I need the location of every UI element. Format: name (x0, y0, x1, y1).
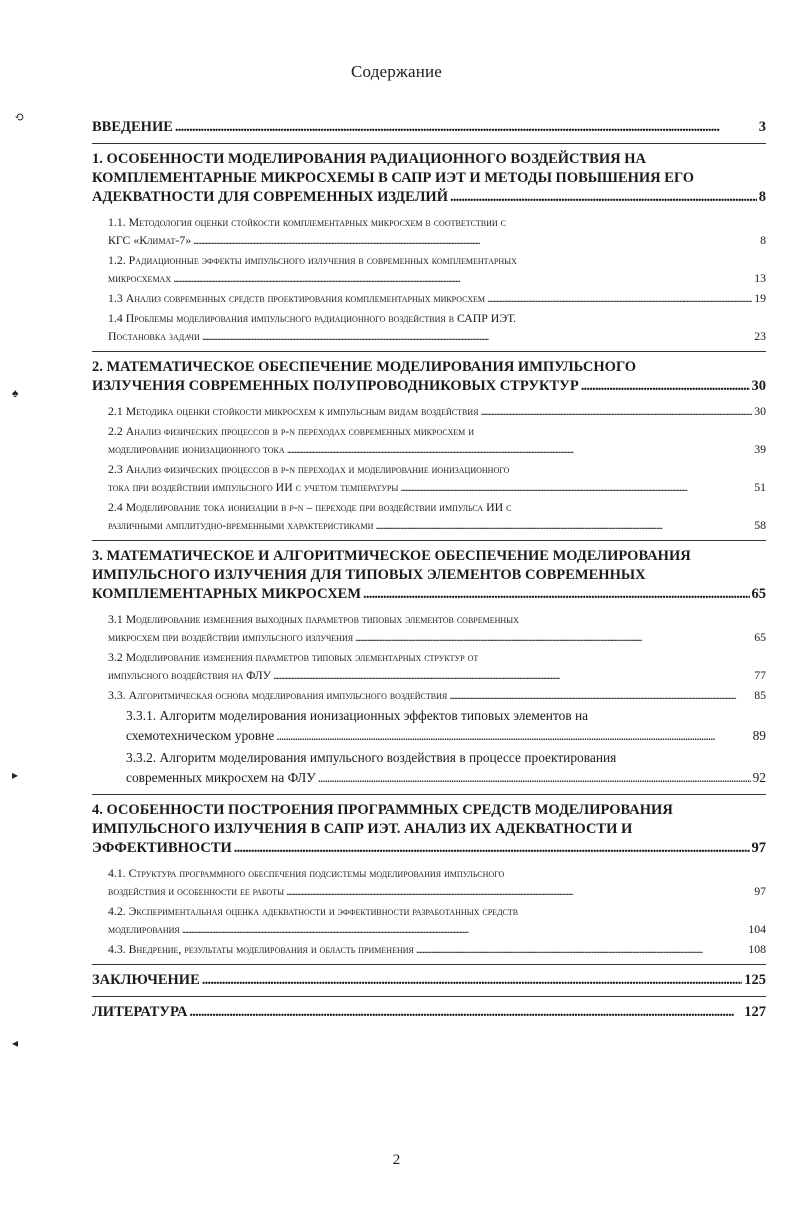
toc-entry-title-line: 1.2. Радиационные эффекты импульсного излучения в современных комплементарных (108, 253, 517, 267)
toc-entry[interactable] (92, 150, 766, 207)
toc-entry[interactable] (92, 309, 766, 345)
toc-entry[interactable] (92, 422, 766, 458)
dot-leader (400, 478, 752, 496)
toc-entry-title-line: воздействия и особенности ее работы (108, 884, 285, 898)
toc-entry-title-line: 2.1 Методика оценки стойкости микросхем к импульсным видам воздействия (108, 404, 479, 418)
toc-entry-title-line: КОМПЛЕМЕНТАРНЫЕ МИКРОСХЕМЫ В САПР ИЭТ И МЕТОДЫ ПОВЫШЕНИЯ ЕГО (92, 170, 695, 186)
dot-leader (202, 971, 742, 990)
toc-entry-title-line: различными амплитудно-временными характеристиками (108, 518, 374, 532)
toc-page-number: 92 (752, 770, 766, 785)
toc-entry-title-line: микросхемах (108, 271, 172, 285)
toc-entry-title-line: 3. МАТЕМАТИЧЕСКОЕ И АЛГОРИТМИЧЕСКОЕ ОБЕСПЕЧЕНИЕ МОДЕЛИРОВАНИЯ (92, 548, 691, 564)
toc-entry-title-line: моделирование ионизационного тока (108, 442, 285, 456)
divider (92, 996, 766, 997)
toc-entry-title-line: ЗАКЛЮЧЕНИЕ (92, 972, 200, 988)
toc-entry[interactable] (92, 971, 766, 990)
dot-leader (286, 882, 752, 900)
toc-entry-title-line: 2.4 Моделирование тока ионизации в p-n – переходе при воздействии импульса ИИ с (108, 500, 512, 514)
dot-leader (318, 768, 751, 788)
toc-page-number: 8 (758, 189, 766, 205)
toc-entry-title-line: микросхем при воздействии импульсного излучения (108, 630, 354, 644)
toc-entry[interactable] (92, 498, 766, 534)
toc-entry-title-line: АДЕКВАТНОСТИ ДЛЯ СОВРЕМЕННЫХ ИЗДЕЛИЙ (92, 189, 448, 205)
toc-entry-title-line: моделирования (108, 922, 180, 936)
dot-leader (287, 440, 753, 458)
toc-entry[interactable] (92, 610, 766, 646)
toc-entry-title-line: схемотехническом уровне (126, 728, 275, 743)
toc-page-number: 65 (751, 586, 766, 602)
toc-entry[interactable] (92, 748, 766, 788)
toc-entry[interactable] (92, 547, 766, 604)
toc-entry-title-line: 4.2. Экспериментальная оценка адекватности и эффективности разработанных средств (108, 904, 519, 918)
dot-leader (450, 188, 757, 207)
dot-leader (355, 628, 752, 646)
toc-entry-title-line: 3.3.1. Алгоритм моделирования ионизационных эффектов типовых элементов на (126, 708, 589, 723)
toc-entry[interactable] (92, 648, 766, 684)
toc-page-number: 125 (744, 972, 766, 988)
toc-entry-title-line: тока при воздействии импульсного ИИ с учетом температуры (108, 480, 399, 494)
toc-entry-title-line: 4.1. Структура программного обеспечения подсистемы моделирования импульсного (108, 866, 505, 880)
toc-page-number: 23 (754, 329, 766, 343)
toc-entry-title-line: ЭФФЕКТИВНОСТИ (92, 840, 232, 856)
dot-leader (173, 269, 752, 287)
toc-page-number: 8 (760, 233, 766, 247)
toc-entry[interactable] (92, 358, 766, 396)
toc-entry-title-line: 4. ОСОБЕННОСТИ ПОСТРОЕНИЯ ПРОГРАММНЫХ СРЕДСТВ МОДЕЛИРОВАНИЯ (92, 802, 673, 818)
toc-page-number: 30 (754, 404, 766, 418)
toc-entry-title-line: 1.1. Методология оценки стойкости комплементарных микросхем в соответствии с (108, 215, 506, 229)
toc-page-number: 3 (758, 119, 766, 135)
toc-page-number: 39 (754, 442, 766, 456)
toc-entry[interactable] (92, 118, 766, 137)
divider (92, 351, 766, 352)
dot-leader (581, 377, 750, 396)
scan-mark-icon: ⟲ (14, 110, 25, 124)
toc-page-number: 104 (748, 922, 766, 936)
toc-entry[interactable] (92, 706, 766, 746)
scan-mark-icon: ♠ (12, 386, 19, 400)
toc-entry-title-line: КГС «Климат-7» (108, 233, 192, 247)
toc-entry-title-line: 2.2 Анализ физических процессов в p-n переходах современных микросхем и (108, 424, 474, 438)
toc-page-number: 77 (754, 668, 766, 682)
toc-page-number: 97 (751, 840, 766, 856)
toc-page-number: 108 (748, 942, 766, 956)
toc-entry[interactable] (92, 213, 766, 249)
toc-entry-title-line: 3.2 Моделирование изменения параметров типовых элементарных структур от (108, 650, 479, 664)
toc-entry[interactable] (92, 801, 766, 858)
toc-page-number: 13 (754, 271, 766, 285)
toc-page-number: 85 (754, 688, 766, 702)
scan-mark-icon: ▸ (12, 768, 19, 782)
dot-leader (449, 686, 752, 704)
toc-entry[interactable] (92, 460, 766, 496)
toc-entry[interactable] (92, 864, 766, 900)
toc-entry-title-line: ЛИТЕРАТУРА (92, 1004, 188, 1020)
divider (92, 143, 766, 144)
toc-entry[interactable] (92, 251, 766, 287)
toc-entry-title-line: ВВЕДЕНИЕ (92, 119, 173, 135)
toc-page-number: 58 (754, 518, 766, 532)
toc-page-number: 30 (751, 378, 766, 394)
dot-leader (175, 118, 757, 137)
toc-entry-title-line: 1.4 Проблемы моделирования импульсного радиационного воздействия в САПР ИЭТ. (108, 311, 517, 325)
dot-leader (375, 516, 752, 534)
toc-entry-title-line: 3.3.2. Алгоритм моделирования импульсного воздействия в процессе проектирования (126, 750, 617, 765)
toc-entry[interactable] (92, 289, 766, 307)
toc-entry-title-line: 1. ОСОБЕННОСТИ МОДЕЛИРОВАНИЯ РАДИАЦИОННОГО ВОЗДЕЙСТВИЯ НА (92, 151, 646, 167)
toc-page-number: 51 (754, 480, 766, 494)
toc-entry[interactable] (92, 686, 766, 704)
toc-entry-title-line: 2. МАТЕМАТИЧЕСКОЕ ОБЕСПЕЧЕНИЕ МОДЕЛИРОВАНИЯ ИМПУЛЬСНОГО (92, 359, 637, 375)
page-number: 2 (392, 1152, 401, 1168)
toc-page-number: 89 (752, 728, 766, 743)
toc-entry-title-line: ИМПУЛЬСНОГО ИЗЛУЧЕНИЯ В САПР ИЭТ. АНАЛИЗ ИХ АДЕКВАТНОСТИ И (92, 821, 633, 837)
dot-leader (189, 1003, 742, 1022)
dot-leader (234, 839, 750, 858)
toc-entry-title-line: 3.1 Моделирование изменения выходных параметров типовых элементов современных (108, 612, 519, 626)
scan-mark-icon: ◂ (12, 1036, 19, 1050)
dot-leader (193, 231, 758, 249)
divider (92, 540, 766, 541)
toc-entry-title-line: КОМПЛЕМЕНТАРНЫХ МИКРОСХЕМ (92, 586, 362, 602)
toc-page-number: 65 (754, 630, 766, 644)
table-of-contents (92, 118, 766, 1028)
toc-entry[interactable] (92, 1003, 766, 1022)
toc-entry-title-line: импульсного воздействия на ФЛУ (108, 668, 271, 682)
toc-entry-title-line: ИЗЛУЧЕНИЯ СОВРЕМЕННЫХ ПОЛУПРОВОДНИКОВЫХ СТРУКТУР (92, 378, 579, 394)
divider (92, 794, 766, 795)
toc-entry-title-line: 2.3 Анализ физических процессов в p-n переходах и моделирование ионизационного (108, 462, 510, 476)
toc-entry[interactable] (92, 402, 766, 420)
toc-entry-title-line: 3.3. Алгоритмическая основа моделирования импульсного воздействия (108, 688, 448, 702)
dot-leader (202, 327, 752, 345)
dot-leader (276, 726, 750, 746)
toc-page-number: 19 (754, 291, 766, 305)
toc-entry-title-line: Постановка задачи (108, 329, 200, 343)
toc-entry[interactable] (92, 902, 766, 938)
toc-page-number: 97 (754, 884, 766, 898)
dot-leader (480, 402, 752, 420)
dot-leader (416, 940, 746, 958)
page-title: Содержание (350, 62, 443, 81)
dot-leader (363, 585, 749, 604)
toc-entry-title-line: современных микросхем на ФЛУ (126, 770, 316, 785)
dot-leader (182, 920, 747, 938)
dot-leader (273, 666, 752, 684)
toc-entry-title-line: ИМПУЛЬСНОГО ИЗЛУЧЕНИЯ ДЛЯ ТИПОВЫХ ЭЛЕМЕНТОВ СОВРЕМЕННЫХ (92, 567, 646, 583)
toc-page-number: 127 (744, 1004, 766, 1020)
divider (92, 964, 766, 965)
toc-entry-title-line: 4.3. Внедрение, результаты моделирования и область применения (108, 942, 414, 956)
dot-leader (487, 289, 752, 307)
toc-entry-title-line: 1.3 Анализ современных средств проектирования комплементарных микросхем (108, 291, 486, 305)
toc-entry[interactable] (92, 940, 766, 958)
